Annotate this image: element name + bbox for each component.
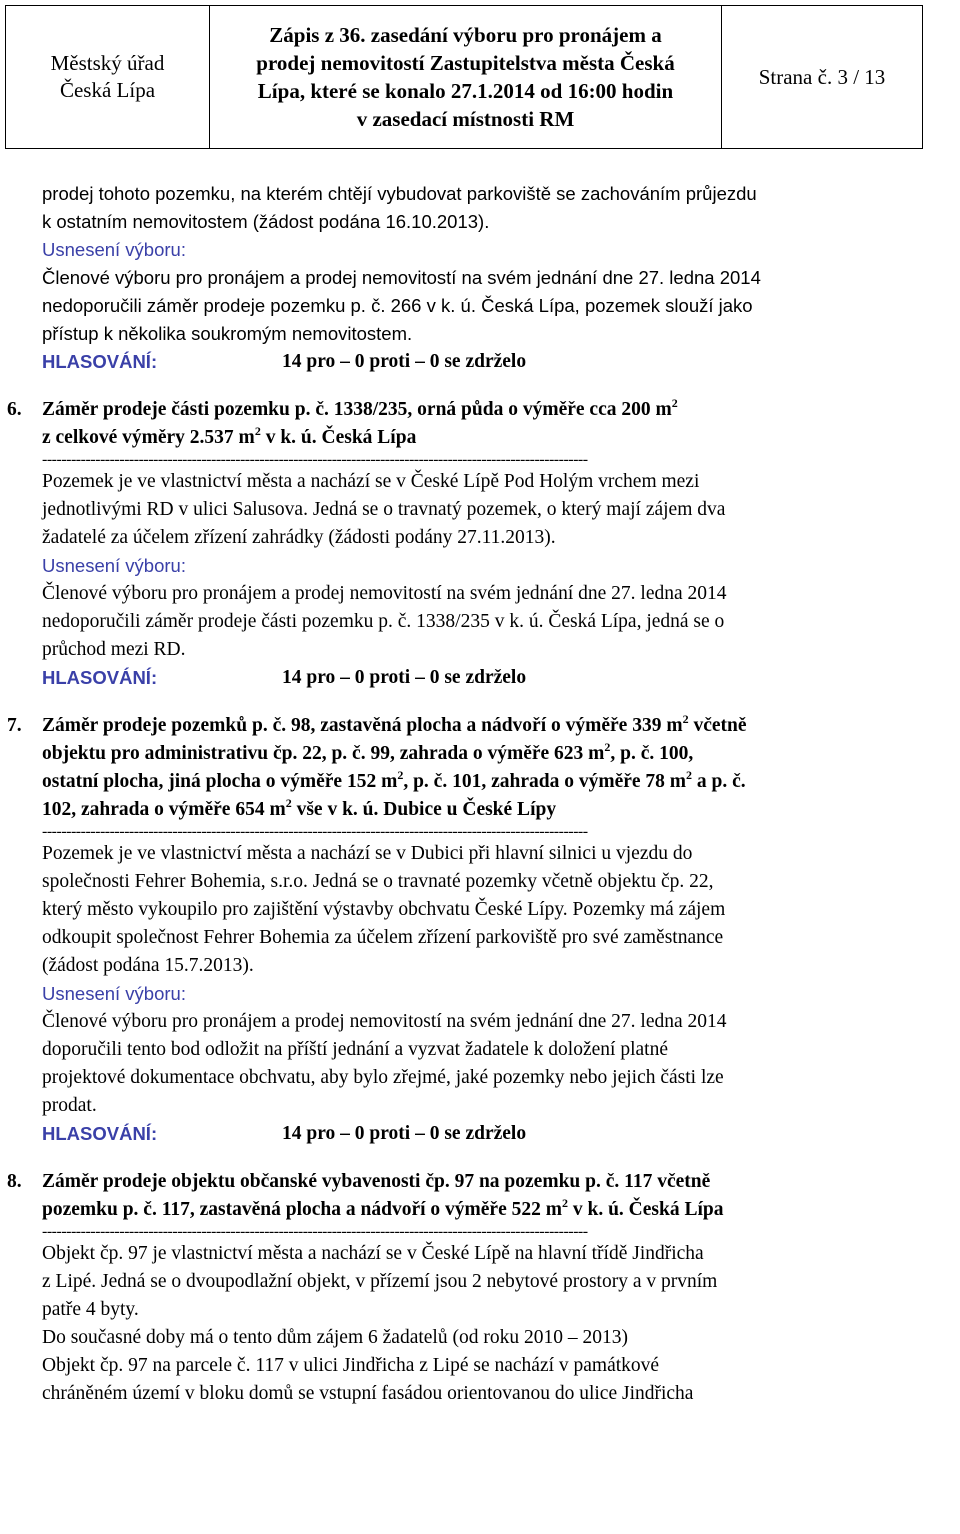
heading-text: Záměr prodeje části pozemku p. č. 1338/235, orná půda o výměře cca 200 m	[42, 399, 672, 420]
item-heading	[7, 1168, 922, 1224]
heading-text: objektu pro administrativu čp. 22, p. č. 99, zahrada o výměře 623 m	[42, 743, 605, 764]
resolution-text	[42, 1008, 922, 1120]
separator-line: -----------------------------------------------------------------------------------------------------------------	[42, 824, 588, 840]
text-line: který město vykoupilo pro zajištění výstavby obchvatu České Lípy. Pozemky má zájem	[42, 899, 726, 920]
text-line: projektové dokumentace obchvatu, aby bylo zřejmé, jaké pozemky nebo jejich části lze	[42, 1067, 724, 1088]
text-line: průchod mezi RD.	[42, 639, 186, 660]
title-line-3: Lípa, které se konalo 27.1.2014 od 16:00 hodin	[257, 79, 674, 103]
heading-text: , p. č. 100,	[610, 743, 694, 764]
separator-line: -----------------------------------------------------------------------------------------------------------------	[42, 1224, 588, 1240]
heading-text: včetně	[688, 715, 747, 736]
heading-text: pozemku p. č. 117, zastavěná plocha a nádvoří o výměře 522 m	[42, 1199, 562, 1220]
text-line: Objekt čp. 97 je vlastnictví města a nachází se v České Lípě na hlavní třídě Jindřicha	[42, 1243, 704, 1264]
header-organization	[6, 6, 210, 148]
text-line: přístup k několika soukromým nemovitostem.	[42, 323, 413, 344]
resolution-label: Usnesení výboru:	[42, 555, 186, 576]
heading-text: ostatní plocha, jiná plocha o výměře 152 m	[42, 771, 398, 792]
superscript: 2	[686, 768, 693, 782]
superscript: 2	[254, 424, 261, 438]
text-line: Objekt čp. 97 na parcele č. 117 v ulici Jindřicha z Lipé se nachází v památkové	[42, 1355, 660, 1376]
vote-row	[42, 1120, 922, 1148]
vote-label: HLASOVÁNÍ:	[42, 667, 158, 688]
title-line-4: v zasedací místnosti RM	[356, 107, 575, 131]
item-number: 6.	[7, 399, 22, 420]
text-line: Do současné doby má o tento dům zájem 6 žadatelů (od roku 2010 – 2013)	[42, 1327, 628, 1348]
intro-text	[42, 180, 922, 236]
text-line: doporučili tento bod odložit na příští jednání a vyzvat žadatele k doložení platné	[42, 1039, 668, 1060]
superscript: 2	[682, 712, 689, 726]
text-line: nedoporučili záměr prodeje pozemku p. č. 266 v k. ú. Česká Lípa, pozemek slouží jako	[42, 295, 753, 316]
text-line: z Lipé. Jedná se o dvoupodlažní objekt, v přízemí jsou 2 nebytové prostory a v prvním	[42, 1271, 718, 1292]
text-line: jednotlivými RD v ulici Salusova. Jedná se o travnatý pozemek, o který mají zájem dva	[42, 499, 726, 520]
item-number: 7.	[7, 715, 22, 736]
vote-result: 14 pro – 0 proti – 0 se zdrželo	[282, 351, 527, 372]
superscript: 2	[561, 1196, 568, 1210]
heading-text: z celkové výměry 2.537 m	[42, 427, 255, 448]
item-body	[42, 468, 922, 552]
text-line: Pozemek je ve vlastnictví města a nachází se v Dubici při hlavní silnici u vjezdu do	[42, 843, 693, 864]
text-line: (žádost podána 15.7.2013).	[42, 955, 254, 976]
title-line-1: Zápis z 36. zasedání výboru pro pronájem a	[269, 23, 662, 47]
heading-text: , p. č. 101, zahrada o výměře 78 m	[403, 771, 687, 792]
resolution-text	[42, 264, 922, 348]
vote-row	[42, 664, 922, 692]
text-line: Členové výboru pro pronájem a prodej nemovitostí na svém jednání dne 27. ledna 2014	[42, 1011, 727, 1032]
heading-text: Záměr prodeje pozemků p. č. 98, zastavěná plocha a nádvoří o výměře 339 m	[42, 715, 683, 736]
vote-row	[42, 348, 922, 376]
superscript: 2	[285, 796, 292, 810]
vote-label: HLASOVÁNÍ:	[42, 1123, 158, 1144]
page-number: Strana č. 3 / 13	[721, 6, 922, 148]
item-number: 8.	[7, 1171, 22, 1192]
resolution-label: Usnesení výboru:	[42, 239, 186, 260]
text-line: žadatelé za účelem zřízení zahrádky (žádosti podány 27.11.2013).	[42, 527, 556, 548]
heading-text: 102, zahrada o výměře 654 m	[42, 799, 286, 820]
text-line: patře 4 byty.	[42, 1299, 139, 1320]
heading-text: a p. č.	[692, 771, 746, 792]
text-line: nedoporučili záměr prodeje části pozemku p. č. 1338/235 v k. ú. Česká Lípa, jedná se o	[42, 611, 725, 632]
superscript: 2	[604, 740, 611, 754]
text-line: prodej tohoto pozemku, na kterém chtějí vybudovat parkoviště se zachováním průjezdu	[42, 183, 757, 204]
text-line: Pozemek je ve vlastnictví města a nachází se v České Lípě Pod Holým vrchem mezi	[42, 471, 700, 492]
text-line: společnosti Fehrer Bohemia, s.r.o. Jedná se o travnaté pozemky včetně objektu čp. 22,	[42, 871, 714, 892]
heading-text: Záměr prodeje objektu občanské vybavenosti čp. 97 na pozemku p. č. 117 včetně	[42, 1171, 711, 1192]
text-line: odkoupit společnost Fehrer Bohemia za účelem zřízení parkoviště pro své zaměstnance	[42, 927, 724, 948]
superscript: 2	[671, 396, 678, 410]
text-line: k ostatním nemovitostem (žádost podána 16.10.2013).	[42, 211, 490, 232]
heading-text: v k. ú. Česká Lípa	[567, 1199, 724, 1220]
heading-text: v k. ú. Česká Lípa	[260, 427, 417, 448]
org-line-1: Městský úřad	[50, 51, 165, 75]
text-line: chráněném území v bloku domů se vstupní fasádou orientovanou do ulice Jindřicha	[42, 1383, 694, 1404]
org-line-2: Česká Lípa	[59, 78, 156, 102]
header-title	[210, 6, 721, 148]
item-body	[42, 1240, 922, 1408]
separator-line: -----------------------------------------------------------------------------------------------------------------	[42, 452, 588, 468]
item-heading	[7, 712, 922, 824]
text-line: prodat.	[42, 1095, 97, 1116]
superscript: 2	[397, 768, 404, 782]
text-line: Členové výboru pro pronájem a prodej nemovitostí na svém jednání dne 27. ledna 2014	[42, 267, 761, 288]
vote-result: 14 pro – 0 proti – 0 se zdrželo	[282, 667, 527, 688]
document-header	[5, 5, 923, 149]
item-heading	[7, 396, 922, 452]
resolution-text	[42, 580, 922, 664]
item-body	[42, 840, 922, 980]
document-body	[7, 180, 922, 1408]
vote-label: HLASOVÁNÍ:	[42, 351, 158, 372]
vote-result: 14 pro – 0 proti – 0 se zdrželo	[282, 1123, 527, 1144]
heading-text: vše v k. ú. Dubice u České Lípy	[291, 799, 557, 820]
text-line: Členové výboru pro pronájem a prodej nemovitostí na svém jednání dne 27. ledna 2014	[42, 583, 727, 604]
title-line-2: prodej nemovitostí Zastupitelstva města Česká	[256, 51, 675, 75]
resolution-label: Usnesení výboru:	[42, 983, 186, 1004]
